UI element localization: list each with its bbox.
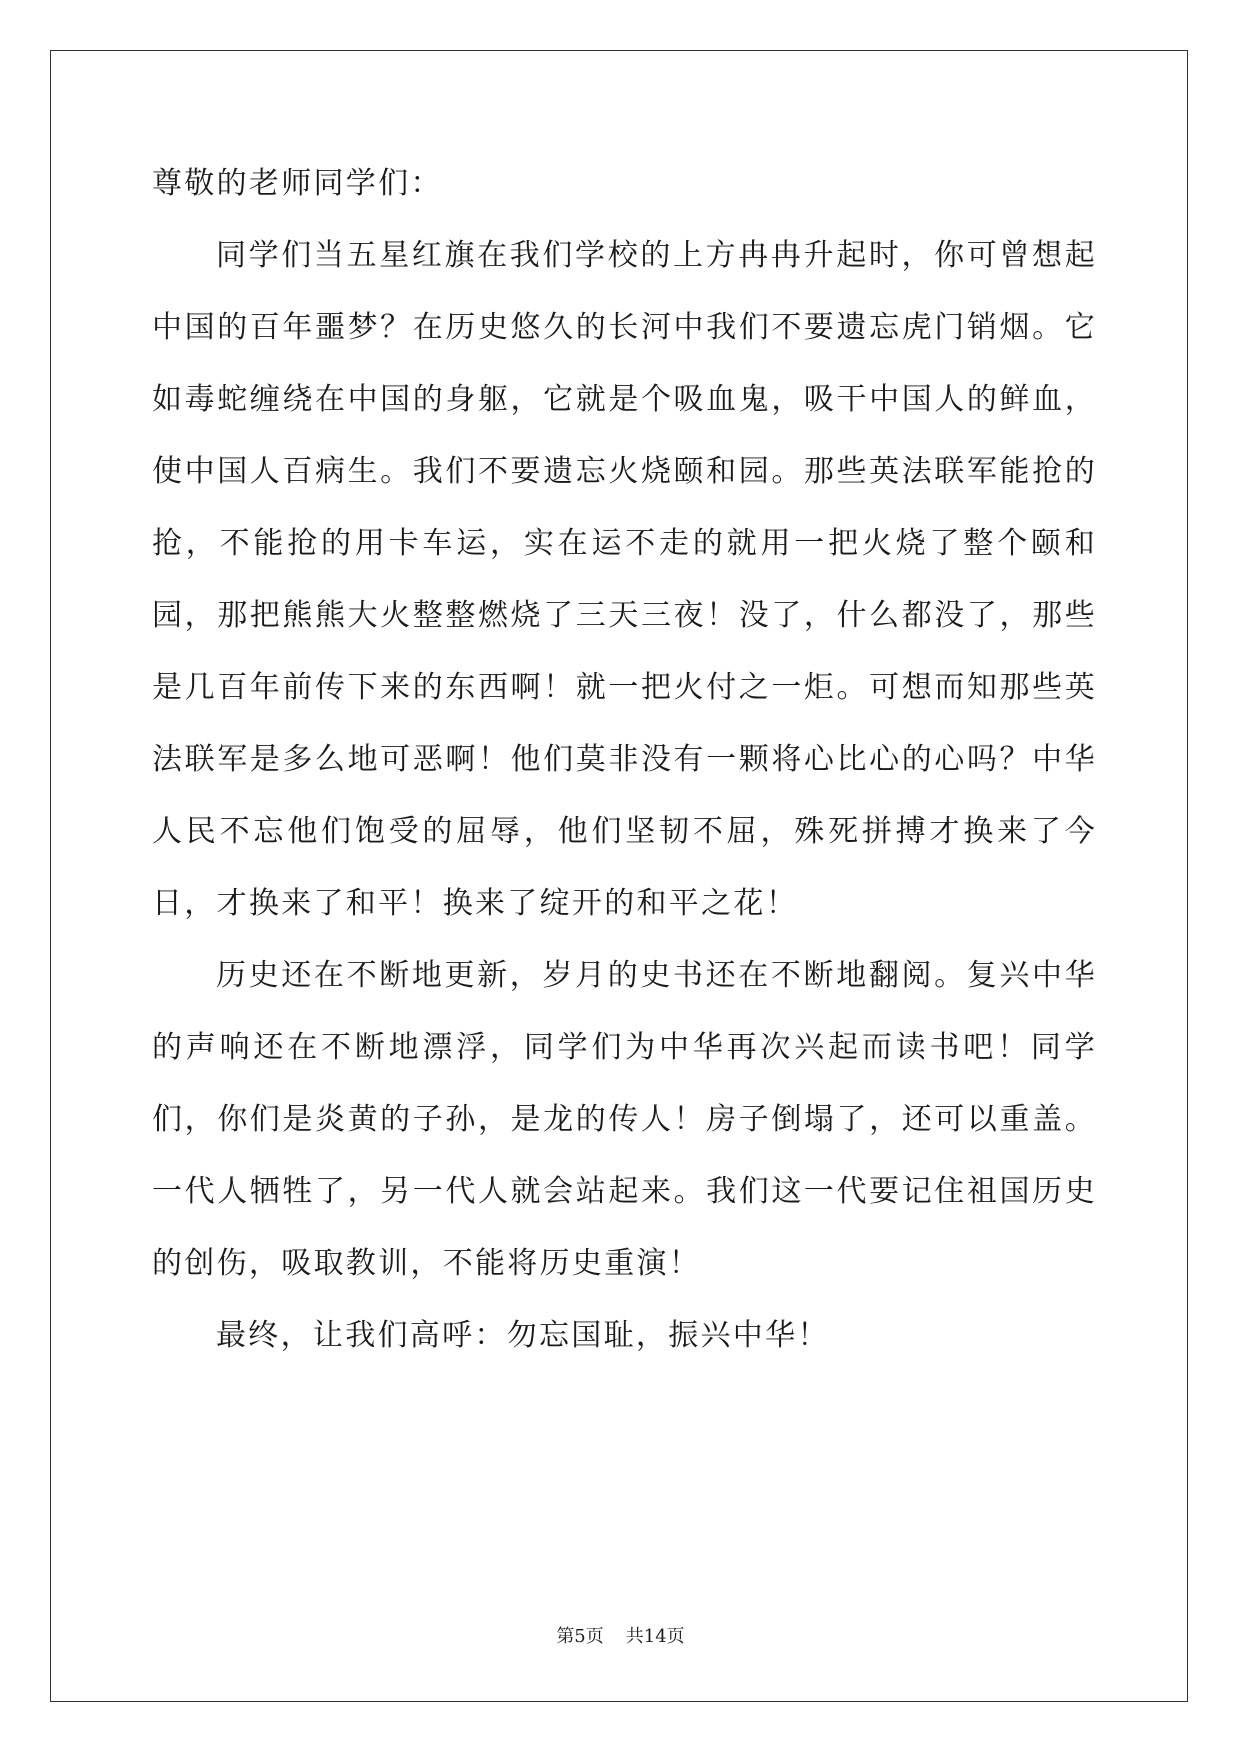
page-number: 第5页	[556, 1626, 604, 1647]
page-footer	[0, 1625, 1241, 1649]
paragraph-history-humiliation: 同学们当五星红旗在我们学校的上方冉冉升起时，你可曾想起中国的百年噩梦？在历史悠久的长河中我们不要遗忘虎门销烟。它如毒蛇缠绕在中国的身躯，它就是个吸血鬼，吸干中国人的鲜血，使中国人百病生。我们不要遗忘火烧颐和园。那些英法联军能抢的抢，不能抢的用卡车运，实在运不走的就用一把火烧了整个颐和园，那把熊熊大火整整燃烧了三天三夜！没了，什么都没了，那些是几百年前传下来的东西啊！就一把火付之一炬。可想而知那些英法联军是多么地可恶啊！他们莫非没有一颗将心比心的心吗？中华人民不忘他们饱受的屈辱，他们坚韧不屈，殊死拼搏才换来了今日，才换来了和平！换来了绽开的和平之花！	[152, 238, 1097, 921]
speech-body	[152, 148, 1097, 1372]
paragraph-revival: 历史还在不断地更新，岁月的史书还在不断地翻阅。复兴中华的声响还在不断地漂浮，同学们为中华再次兴起而读书吧！同学们，你们是炎黄的子孙，是龙的传人！房子倒塌了，还可以重盖。一代人牺牲了，另一代人就会站起来。我们这一代要记住祖国历史的创伤，吸取教训，不能将历史重演！	[152, 958, 1097, 1281]
paragraph-closing: 最终，让我们高呼：勿忘国耻，振兴中华！	[216, 1318, 830, 1353]
salutation: 尊敬的老师同学们：	[152, 166, 443, 201]
page-total: 共14页	[625, 1626, 685, 1647]
